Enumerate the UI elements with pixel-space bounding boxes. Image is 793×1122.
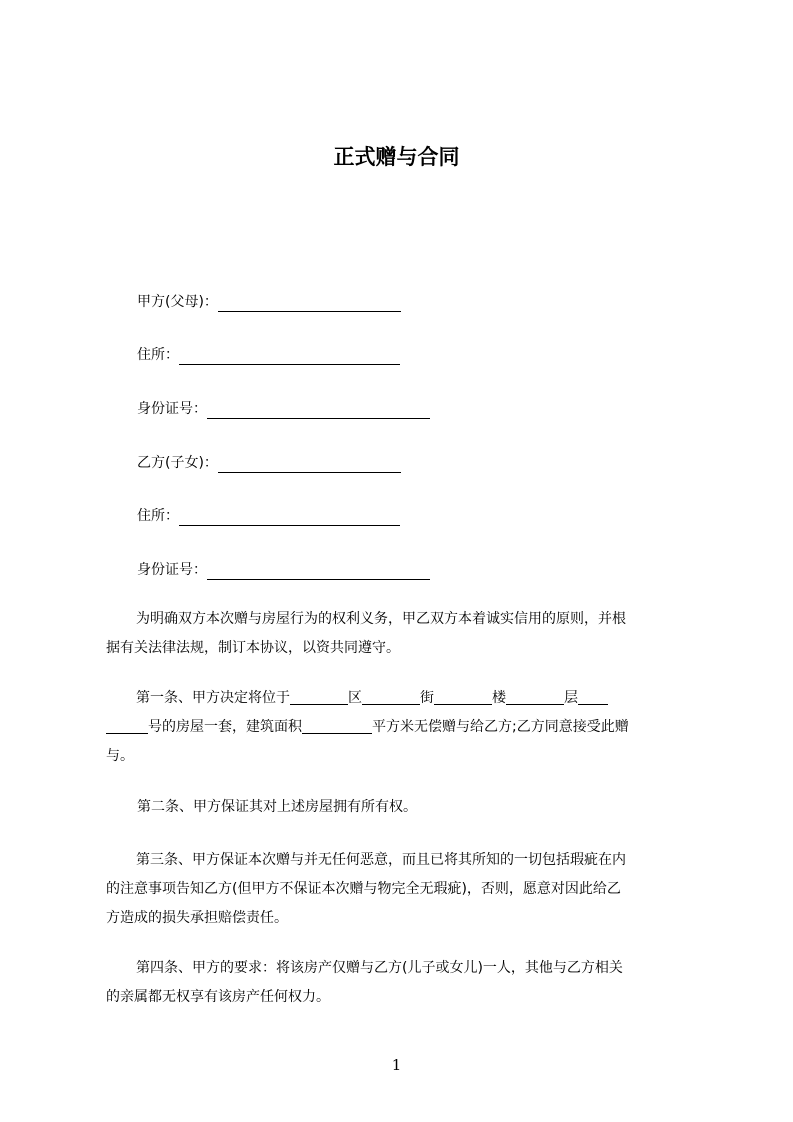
text-line: 的亲属都无权享有该房产任何权力。 bbox=[106, 989, 330, 1005]
article-4-paragraph bbox=[106, 954, 702, 1012]
text-line: 的注意事项告知乙方(但甲方不保证本次赠与物完全无瑕疵)，否则，愿意对因此给乙 bbox=[106, 881, 621, 897]
text-line: 第三条、甲方保证本次赠与并无任何恶意，而且已将其所知的一切包括瑕疵在内 bbox=[136, 852, 626, 868]
page-number: 1 bbox=[391, 1056, 402, 1074]
text-line bbox=[106, 684, 702, 713]
text-line bbox=[106, 713, 702, 742]
fill-in-blank[interactable] bbox=[218, 455, 401, 473]
field-label: 身份证号： bbox=[137, 401, 207, 417]
party-a-id-field bbox=[137, 397, 430, 419]
area-blank[interactable] bbox=[302, 716, 372, 734]
fill-in-blank[interactable] bbox=[207, 401, 430, 419]
fill-in-blank[interactable] bbox=[207, 562, 430, 580]
text-line: 为明确双方本次赠与房屋行为的权利义务，甲乙双方本着诚实信用的原则，并根 bbox=[136, 611, 626, 627]
building-label: 楼 bbox=[492, 690, 506, 706]
party-a-address-field bbox=[137, 343, 400, 365]
number-area-text: 号的房屋一套，建筑面积 bbox=[148, 719, 302, 735]
article-1-tail: 平方米无偿赠与给乙方;乙方同意接受此赠 bbox=[372, 719, 629, 735]
text-line: 第四条、甲方的要求：将该房产仅赠与乙方(儿子或女儿)一人，其他与乙方相关 bbox=[136, 960, 623, 976]
party-b-address-field bbox=[137, 504, 400, 526]
district-label: 区 bbox=[348, 690, 362, 706]
text-line: 第二条、甲方保证其对上述房屋拥有所有权。 bbox=[137, 799, 417, 815]
field-label: 甲方(父母)： bbox=[137, 294, 218, 310]
party-a-name-field bbox=[137, 290, 401, 312]
field-label: 乙方(子女)： bbox=[137, 455, 218, 471]
number-blank[interactable] bbox=[106, 716, 148, 734]
article-3-paragraph bbox=[106, 846, 702, 933]
location-blank[interactable] bbox=[290, 687, 348, 705]
street-label: 街 bbox=[420, 690, 434, 706]
building-blank[interactable] bbox=[506, 687, 564, 705]
fill-in-blank[interactable] bbox=[179, 347, 400, 365]
field-label: 住所： bbox=[137, 508, 179, 524]
street-blank[interactable] bbox=[434, 687, 492, 705]
field-label: 住所： bbox=[137, 347, 179, 363]
article-2-paragraph bbox=[106, 793, 702, 822]
floor-blank[interactable] bbox=[578, 687, 608, 705]
party-b-name-field bbox=[137, 451, 401, 473]
floor-label: 层 bbox=[564, 690, 578, 706]
text-line: 与。 bbox=[106, 748, 134, 764]
fill-in-blank[interactable] bbox=[218, 294, 401, 312]
district-blank[interactable] bbox=[362, 687, 420, 705]
fill-in-blank[interactable] bbox=[179, 508, 400, 526]
text-line: 据有关法律法规，制订本协议，以资共同遵守。 bbox=[106, 640, 400, 656]
text-line: 方造成的损失承担赔偿责任。 bbox=[106, 910, 288, 926]
party-b-id-field bbox=[137, 558, 430, 580]
field-label: 身份证号： bbox=[137, 562, 207, 578]
document-title: 正式赠与合同 bbox=[333, 145, 460, 169]
article-1-prefix: 第一条、甲方决定将位于 bbox=[136, 690, 290, 706]
preamble-paragraph bbox=[106, 605, 702, 663]
article-1-paragraph bbox=[106, 684, 702, 771]
